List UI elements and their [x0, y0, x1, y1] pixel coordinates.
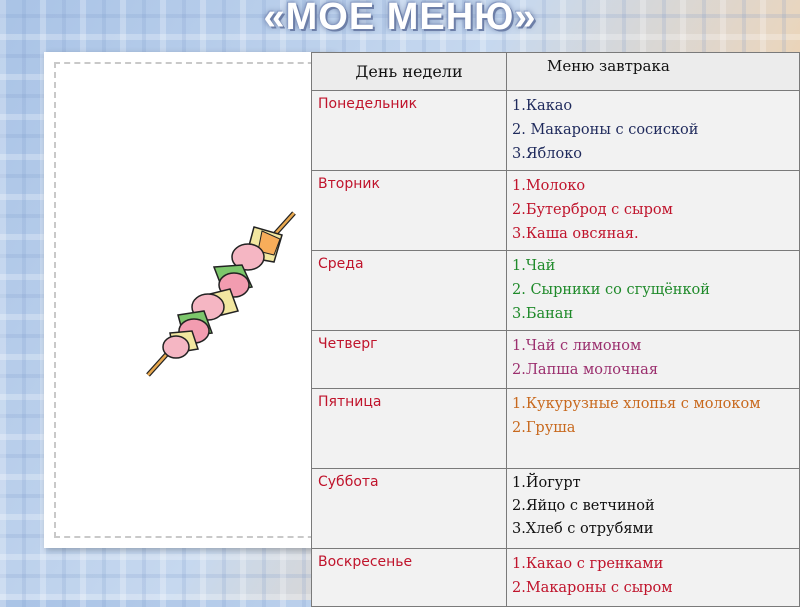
- menu-item: 1.Йогурт: [512, 475, 581, 491]
- menu-items-cell: [507, 469, 800, 549]
- kebab-skewer-icon: [134, 207, 314, 382]
- menu-item: 2. Сырники со сгущёнкой: [512, 282, 710, 298]
- menu-item: 3.Банан: [512, 306, 574, 322]
- menu-items-cell: [507, 389, 800, 469]
- menu-item: 3.Хлеб с отрубями: [512, 521, 654, 537]
- menu-item: 1.Чай с лимоном: [512, 338, 642, 354]
- day-cell: Четверг: [312, 331, 507, 389]
- day-cell: Пятница: [312, 389, 507, 469]
- day-cell: Воскресенье: [312, 549, 507, 607]
- menu-item: 2.Груша: [512, 420, 576, 436]
- menu-items-cell: [507, 331, 800, 389]
- day-cell: Вторник: [312, 171, 507, 251]
- table-row: [312, 389, 800, 469]
- menu-item: 1.Молоко: [512, 178, 586, 194]
- menu-item: 2.Бутерброд с сыром: [512, 202, 673, 218]
- illustration-frame: [44, 52, 334, 548]
- menu-item: 1.Кукурузные хлопья с молоком: [512, 396, 761, 412]
- table-row: [312, 469, 800, 549]
- menu-item: 2.Лапша молочная: [512, 362, 658, 378]
- menu-items-cell: [507, 549, 800, 607]
- page-title: «МОЕ МЕНЮ»: [263, 0, 537, 38]
- menu-item: 2.Макароны с сыром: [512, 580, 673, 596]
- day-cell: Суббота: [312, 469, 507, 549]
- table-row: [312, 331, 800, 389]
- menu-item: 3.Яблоко: [512, 146, 583, 162]
- menu-table: [311, 52, 800, 607]
- table-row: [312, 91, 800, 171]
- table-row: [312, 549, 800, 607]
- column-header-day: День недели: [312, 53, 507, 91]
- day-cell: Среда: [312, 251, 507, 331]
- day-cell: Понедельник: [312, 91, 507, 171]
- table-row: [312, 171, 800, 251]
- table-row: [312, 251, 800, 331]
- table-header-row: [312, 53, 800, 91]
- menu-item: 1.Какао: [512, 98, 573, 114]
- menu-item: 3.Каша овсяная.: [512, 226, 639, 242]
- menu-items-cell: [507, 171, 800, 251]
- menu-item: 2.Яйцо с ветчиной: [512, 498, 655, 514]
- column-header-menu: Меню завтрака: [507, 53, 800, 91]
- menu-items-cell: [507, 91, 800, 171]
- menu-item: 2. Макароны с сосиской: [512, 122, 699, 138]
- menu-items-cell: [507, 251, 800, 331]
- menu-item: 1.Чай: [512, 258, 556, 274]
- menu-item: 1.Какао с гренками: [512, 556, 664, 572]
